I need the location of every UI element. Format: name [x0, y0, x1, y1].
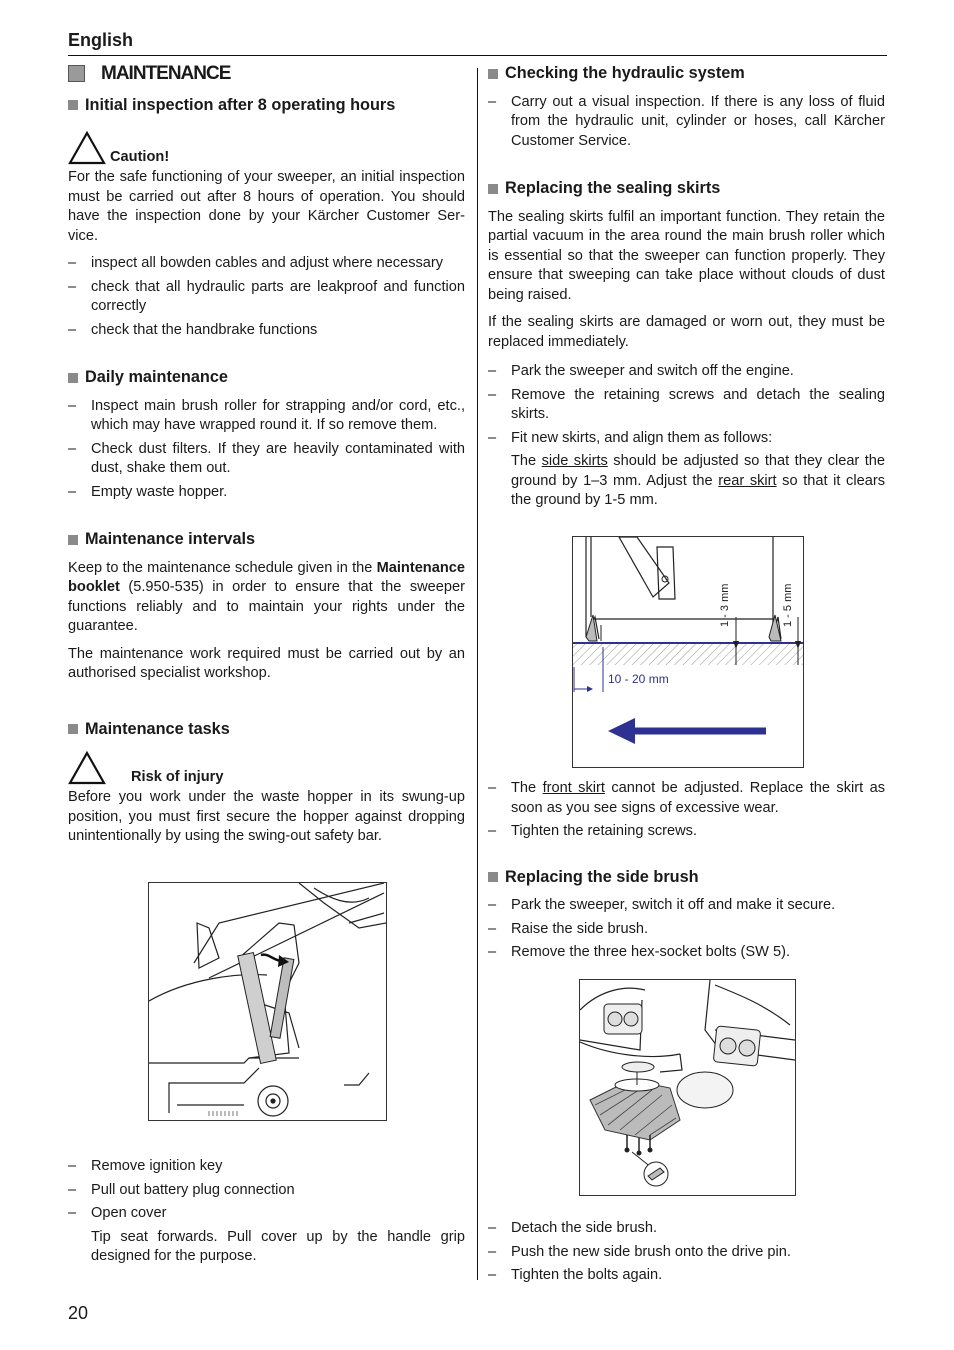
list-item: – Check dust filters. If they are heavily contaminated with dust, shake them out. — [68, 440, 465, 479]
list-item: – inspect all bowden cables and adjust where necessary — [68, 254, 465, 274]
initial-inspection-text: For the safe functioning of your sweeper, an initial inspection must be carried out after 8 hours of operation. You should have the inspection done by your Kärcher Customer Ser-vice. — [68, 169, 465, 244]
front-skirt-list — [488, 779, 885, 842]
sealing-skirts-list — [488, 362, 885, 448]
list-item: – Carry out a visual inspection. If there is any loss of fluid from the hydraulic unit, cylinder or hoses, call Kärcher Customer Service. — [488, 93, 885, 152]
heading-sealing-skirts: Replacing the sealing skirts — [488, 179, 885, 199]
hopper-safety-bar-figure — [148, 882, 387, 1121]
list-item: – Remove the retaining screws and detach the sealing skirts. — [488, 386, 885, 425]
heading-hydraulic-system: Checking the hydraulic system — [488, 64, 885, 84]
heading-square-icon — [68, 724, 78, 734]
list-item: – check that the handbrake functions — [68, 321, 465, 341]
side-skirt-clearance-label: 1 - 3 mm — [719, 583, 731, 627]
list-item: – Inspect main brush roller for strapping and/or cord, etc., which may have wrapped round it. If so remove them. — [68, 397, 465, 436]
side-brush-list-2 — [488, 1219, 885, 1286]
list-item: – Remove the three hex-socket bolts (SW 5). — [488, 943, 885, 963]
list-item: – Raise the side brush. — [488, 920, 885, 940]
list-item: – Remove ignition key — [68, 1157, 465, 1177]
warning-triangle-icon — [68, 751, 106, 785]
heading-square-icon — [68, 535, 78, 545]
list-item: – check that all hydraulic parts are leakproof and function correctly — [68, 278, 465, 317]
heading-square-icon — [68, 373, 78, 383]
risk-note: Risk of injury — [68, 751, 465, 785]
daily-maintenance-list — [68, 397, 465, 503]
page-number: 20 — [68, 1303, 89, 1323]
risk-text: Before you work under the waste hopper in its swung-up position, you must first secure the hopper against dropping unintentionally by using the swing-out safety bar. — [68, 789, 465, 844]
left-column-bottom — [68, 1157, 465, 1275]
hydraulic-list — [488, 93, 885, 152]
sealing-skirts-text-2: If the sealing skirts are damaged or worn out, they must be replaced immediately. — [488, 314, 885, 350]
right-column-bottom — [488, 1219, 885, 1294]
list-item: – Tighten the bolts again. — [488, 1266, 885, 1286]
list-item: – Open cover — [68, 1204, 465, 1224]
heading-square-icon — [68, 100, 78, 110]
list-item: – Park the sweeper, switch it off and make it secure. — [488, 896, 885, 916]
intervals-text-2: The maintenance work required must be carried out by an authorised specialist workshop. — [68, 645, 465, 681]
heading-side-brush: Replacing the side brush — [488, 868, 885, 888]
section-title: MAINTENANCE — [68, 64, 465, 84]
warning-triangle-icon — [68, 131, 106, 165]
maintenance-tasks-list — [68, 1157, 465, 1224]
side-brush-list — [488, 896, 885, 963]
heading-daily-maintenance: Daily maintenance — [68, 368, 465, 388]
list-item: – Push the new side brush onto the drive pin. — [488, 1243, 885, 1263]
intervals-text: Keep to the maintenance schedule given in the Maintenance booklet (5.950-535) in order to ensure that the sweeper functions reliably and to maintain your rights under the guarantee. — [68, 559, 465, 634]
title-square-icon — [68, 65, 85, 82]
heading-maintenance-intervals: Maintenance intervals — [68, 530, 465, 550]
list-item: – Tighten the retaining screws. — [488, 822, 885, 842]
right-column-middle — [488, 779, 885, 971]
heading-square-icon — [488, 184, 498, 194]
list-item: – The front skirt cannot be adjusted. Replace the skirt as soon as you see signs of excessive wear. — [488, 779, 885, 818]
rear-skirt-clearance-label: 1 - 5 mm — [782, 583, 794, 627]
skirt-adjustment-text: The side skirts should be adjusted so that they clear the ground by 1–3 mm. Adjust the rear skirt so that it clears the ground by 1-5 mm. — [511, 453, 886, 508]
open-cover-instructions: Tip seat forwards. Pull cover up by the handle grip designed for the purpose. — [91, 1228, 465, 1264]
skirt-width-label: 10 - 20 mm — [608, 672, 669, 686]
list-item: – Detach the side brush. — [488, 1219, 885, 1239]
list-item: – Empty waste hopper. — [68, 483, 465, 503]
caution-note: Caution! — [68, 131, 465, 165]
sealing-skirts-text: The sealing skirts fulfil an important function. They retain the partial vacuum in the area round the main brush roller which is essential so that the sweeper can function properly. They ensure that sweeping can take place without clouds of dust being raised. — [488, 208, 885, 303]
right-column — [488, 64, 885, 519]
heading-square-icon — [488, 69, 498, 79]
direction-arrow-icon — [608, 718, 635, 744]
column-divider — [477, 68, 478, 1280]
language-header: English — [68, 30, 134, 50]
list-item: – Pull out battery plug connection — [68, 1181, 465, 1201]
header-rule — [68, 55, 887, 56]
heading-square-icon — [488, 872, 498, 882]
initial-inspection-list — [68, 254, 465, 340]
list-item: – Park the sweeper and switch off the engine. — [488, 362, 885, 382]
heading-initial-inspection: Initial inspection after 8 operating hours — [68, 96, 465, 116]
list-item: – Fit new skirts, and align them as follows: — [488, 429, 885, 449]
side-brush-figure — [579, 979, 796, 1196]
skirt-clearance-figure — [572, 536, 804, 768]
left-column — [68, 64, 465, 855]
heading-maintenance-tasks: Maintenance tasks — [68, 720, 465, 740]
